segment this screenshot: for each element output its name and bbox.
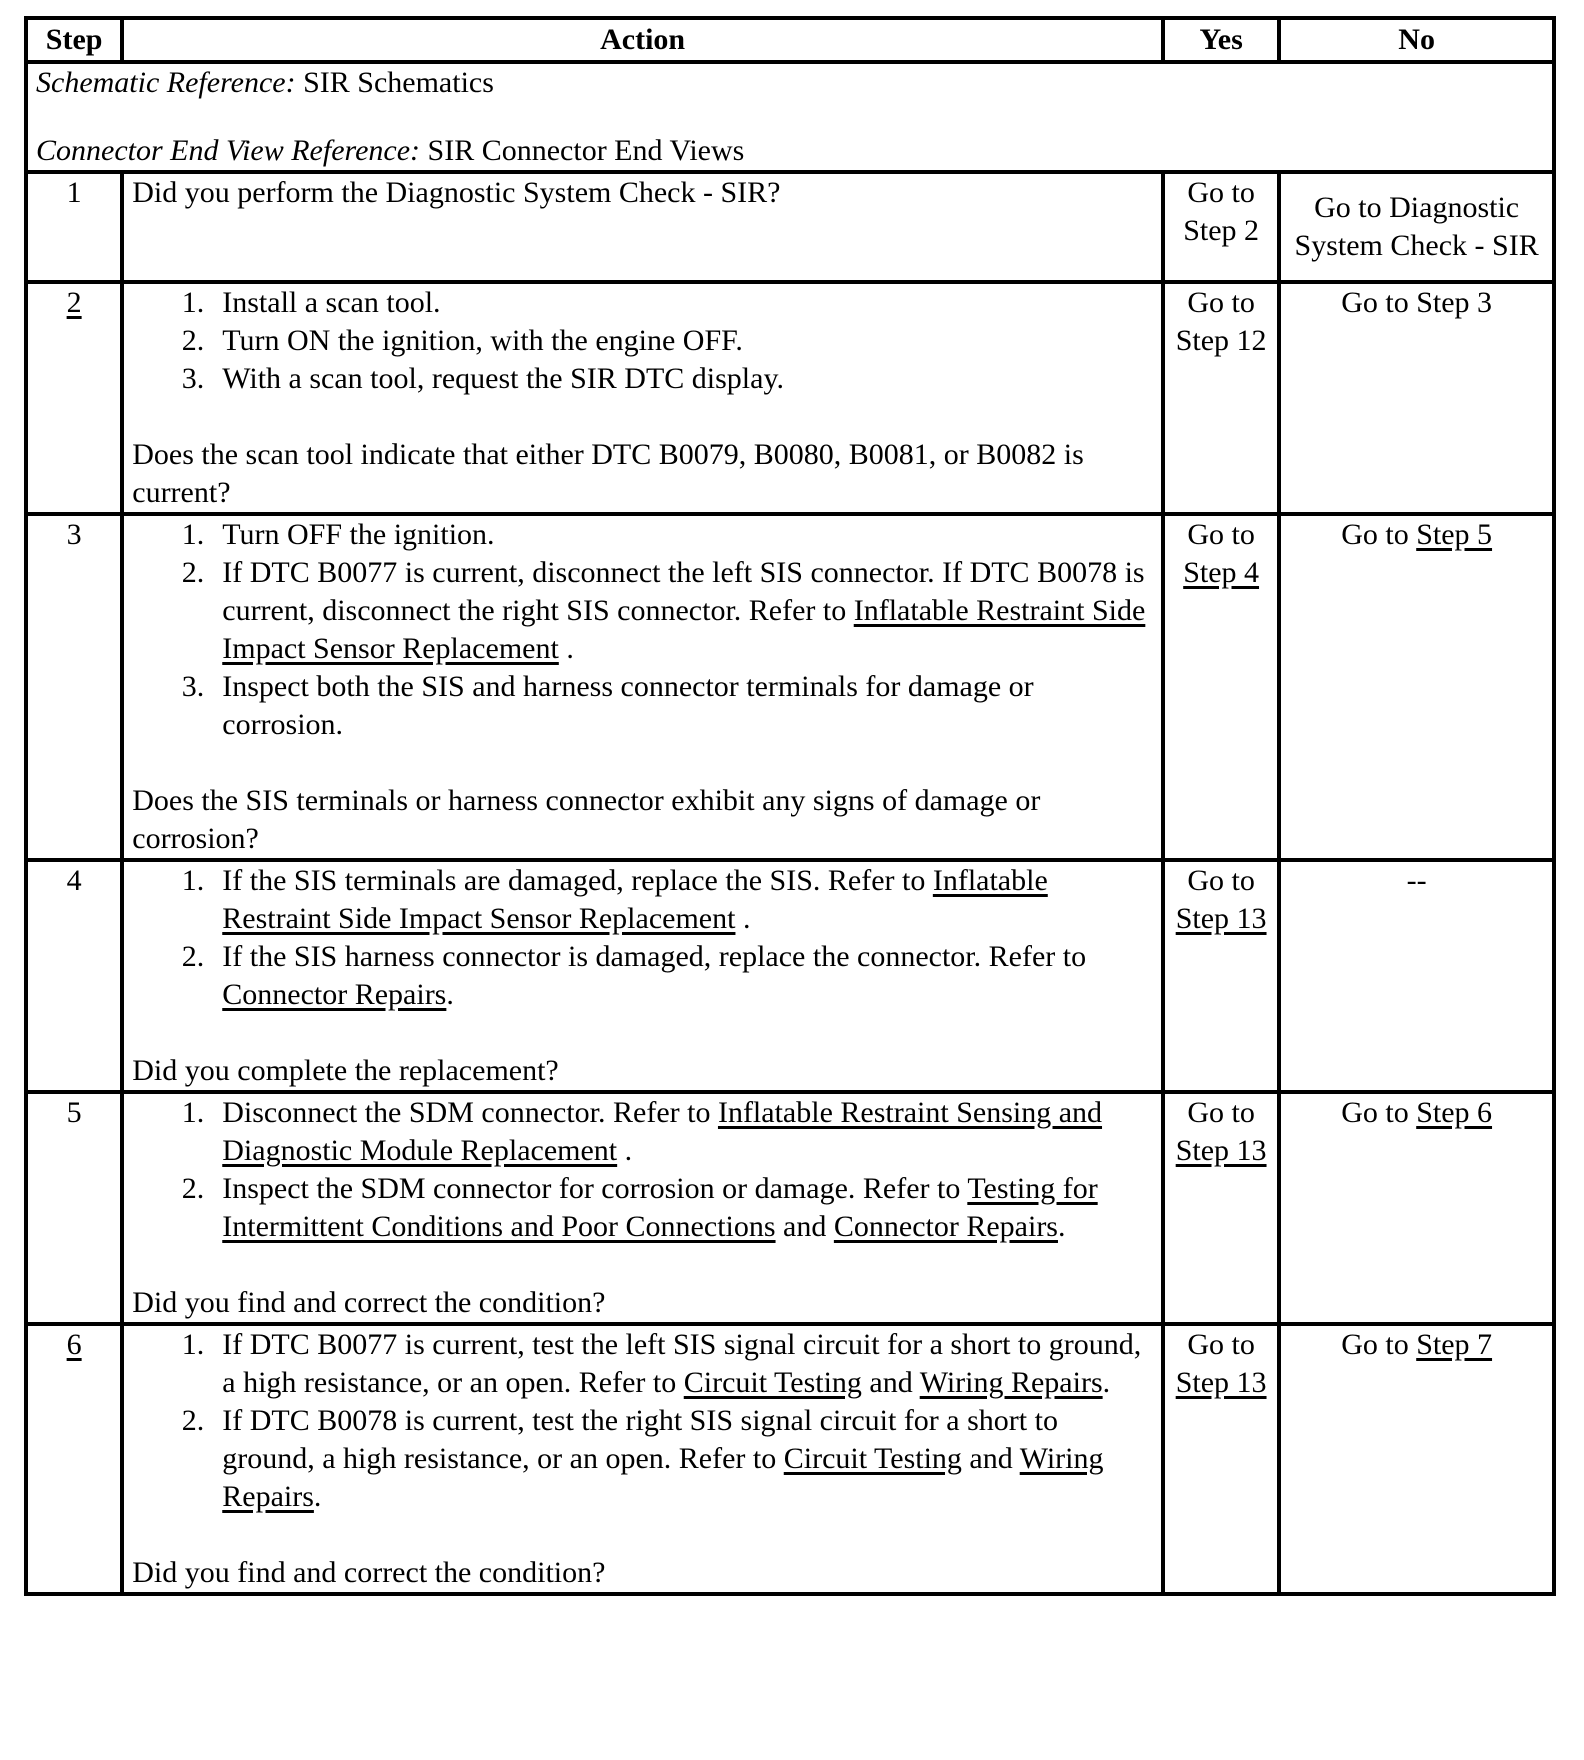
instruction-text: . — [1102, 1366, 1111, 1399]
step-question: Did you find and correct the condition? — [132, 1286, 606, 1319]
yes-cell — [1163, 1324, 1279, 1594]
connector-reference-value: SIR Connector End Views — [420, 134, 745, 167]
instruction-text: If DTC B0077 is current, test the left SIS signal circuit for a short to ground, a high resistance, or an open. Refer to — [222, 1328, 1142, 1399]
step-question: Does the SIS terminals or harness connector exhibit any signs of damage or corrosion? — [132, 784, 1041, 855]
step-link[interactable]: Step 13 — [1175, 902, 1267, 935]
instruction-text: If DTC B0078 is current, test the right SIS signal circuit for a short to ground, a high resistance, or an open. Refer to — [222, 1404, 1058, 1475]
instruction-text: If the SIS terminals are damaged, replace the SIS. Refer to — [222, 864, 933, 897]
schematic-reference-label: Schematic Reference: — [36, 66, 296, 99]
step-link[interactable]: Step 13 — [1175, 1134, 1267, 1167]
instruction-text: If the SIS harness connector is damaged, replace the connector. Refer to — [222, 940, 1087, 973]
header-row — [26, 18, 1554, 62]
procedure-link[interactable]: Inflatable Restraint Side Impact Sensor Replacement — [222, 864, 1048, 935]
procedure-link[interactable]: Wiring Repairs — [919, 1366, 1103, 1399]
yes-cell — [1163, 1092, 1279, 1324]
instruction-item — [222, 554, 1153, 668]
step-number: 5 — [26, 1092, 122, 1324]
no-prefix: Go to — [1341, 518, 1417, 551]
instruction-text: Disconnect the SDM connector. Refer to — [222, 1096, 718, 1129]
step-question: Did you find and correct the condition? — [132, 1556, 606, 1589]
yes-prefix: Go to — [1187, 864, 1255, 897]
connector-reference — [36, 132, 1544, 170]
instruction-text: and — [961, 1442, 1020, 1475]
yes-cell: Go to Step 12 — [1163, 282, 1279, 514]
reference-cell — [26, 62, 1554, 172]
instruction-item: Turn ON the ignition, with the engine OFF. — [222, 324, 743, 357]
step-row-6 — [26, 1324, 1554, 1594]
action-cell — [122, 1324, 1163, 1594]
instruction-list — [132, 516, 1153, 744]
instruction-text: and — [861, 1366, 920, 1399]
yes-prefix: Go to — [1187, 1096, 1255, 1129]
step-question: Did you perform the Diagnostic System Check - SIR? — [132, 176, 781, 209]
step-question: Did you complete the replacement? — [132, 1054, 559, 1087]
instruction-text: . — [735, 902, 751, 935]
step-row-3 — [26, 514, 1554, 860]
instruction-item — [222, 1170, 1153, 1246]
schematic-reference — [36, 64, 1544, 102]
instruction-text: and — [775, 1210, 834, 1243]
step-number: 4 — [26, 860, 122, 1092]
step-link-2[interactable]: 2 — [66, 286, 82, 319]
instruction-text: . — [446, 978, 454, 1011]
yes-cell — [1163, 514, 1279, 860]
procedure-link[interactable]: Connector Repairs — [833, 1210, 1058, 1243]
yes-cell: Go to Step 2 — [1163, 172, 1279, 282]
reference-row — [26, 62, 1554, 172]
procedure-link[interactable]: Circuit Testing — [683, 1366, 862, 1399]
header-yes: Yes — [1163, 18, 1279, 62]
yes-prefix: Go to — [1187, 518, 1255, 551]
step-row-4 — [26, 860, 1554, 1092]
no-cell: -- — [1279, 860, 1554, 1092]
step-link-6[interactable]: 6 — [66, 1328, 82, 1361]
procedure-link[interactable]: Wiring Repairs — [222, 1442, 1104, 1513]
yes-cell — [1163, 860, 1279, 1092]
step-link[interactable]: Step 4 — [1183, 556, 1260, 589]
instruction-text: . — [558, 632, 574, 665]
no-cell: Go to Diagnostic System Check - SIR — [1279, 172, 1554, 282]
diagnostic-table — [24, 16, 1556, 1596]
no-cell: Go to Step 3 — [1279, 282, 1554, 514]
no-prefix: Go to — [1341, 1096, 1417, 1129]
instruction-item — [222, 1402, 1153, 1516]
instruction-list — [132, 862, 1153, 1014]
schematic-reference-value: SIR Schematics — [295, 66, 494, 99]
instruction-item — [222, 1326, 1153, 1402]
procedure-link[interactable]: Connector Repairs — [222, 978, 447, 1011]
no-cell — [1279, 514, 1554, 860]
no-cell — [1279, 1324, 1554, 1594]
step-row-1 — [26, 172, 1554, 282]
step-row-5 — [26, 1092, 1554, 1324]
instruction-text: Inspect the SDM connector for corrosion or damage. Refer to — [222, 1172, 968, 1205]
connector-reference-label: Connector End View Reference: — [36, 134, 421, 167]
step-number — [26, 1324, 122, 1594]
step-link[interactable]: Step 13 — [1175, 1366, 1267, 1399]
step-link[interactable]: Step 6 — [1416, 1096, 1493, 1129]
instruction-text: If DTC B0077 is current, disconnect the left SIS connector. If DTC B0078 is current, disconnect the right SIS connector. Refer to — [222, 556, 1145, 627]
instruction-list — [132, 284, 1153, 398]
procedure-link[interactable]: Inflatable Restraint Side Impact Sensor Replacement — [222, 594, 1146, 665]
step-number: 3 — [26, 514, 122, 860]
step-number — [26, 282, 122, 514]
step-number: 1 — [26, 172, 122, 282]
instruction-item: Install a scan tool. — [222, 286, 441, 319]
action-cell — [122, 282, 1163, 514]
action-cell — [122, 172, 1163, 282]
procedure-link[interactable]: Inflatable Restraint Sensing and Diagnostic Module Replacement — [222, 1096, 1103, 1167]
instruction-list — [132, 1326, 1153, 1516]
step-link[interactable]: Step 5 — [1416, 518, 1493, 551]
no-cell — [1279, 1092, 1554, 1324]
instruction-item — [222, 938, 1153, 1014]
no-prefix: Go to — [1341, 1328, 1417, 1361]
procedure-link[interactable]: Testing for Intermittent Conditions and Poor Connections — [222, 1172, 1098, 1243]
step-row-2 — [26, 282, 1554, 514]
header-no: No — [1279, 18, 1554, 62]
instruction-text: . — [313, 1480, 322, 1513]
step-question: Does the scan tool indicate that either DTC B0079, B0080, B0081, or B0082 is current? — [132, 438, 1084, 509]
instruction-list — [132, 1094, 1153, 1246]
instruction-text: . — [1057, 1210, 1066, 1243]
instruction-item: Turn OFF the ignition. — [222, 518, 495, 551]
instruction-item — [222, 1094, 1153, 1170]
header-step: Step — [26, 18, 122, 62]
action-cell — [122, 860, 1163, 1092]
step-link[interactable]: Step 7 — [1416, 1328, 1493, 1361]
yes-prefix: Go to — [1187, 1328, 1255, 1361]
action-cell — [122, 1092, 1163, 1324]
instruction-item: With a scan tool, request the SIR DTC display. — [222, 362, 785, 395]
instruction-item: Inspect both the SIS and harness connector terminals for damage or corrosion. — [222, 670, 1034, 741]
action-cell — [122, 514, 1163, 860]
procedure-link[interactable]: Circuit Testing — [783, 1442, 962, 1475]
instruction-item — [222, 862, 1153, 938]
header-action: Action — [122, 18, 1163, 62]
instruction-text: . — [617, 1134, 633, 1167]
